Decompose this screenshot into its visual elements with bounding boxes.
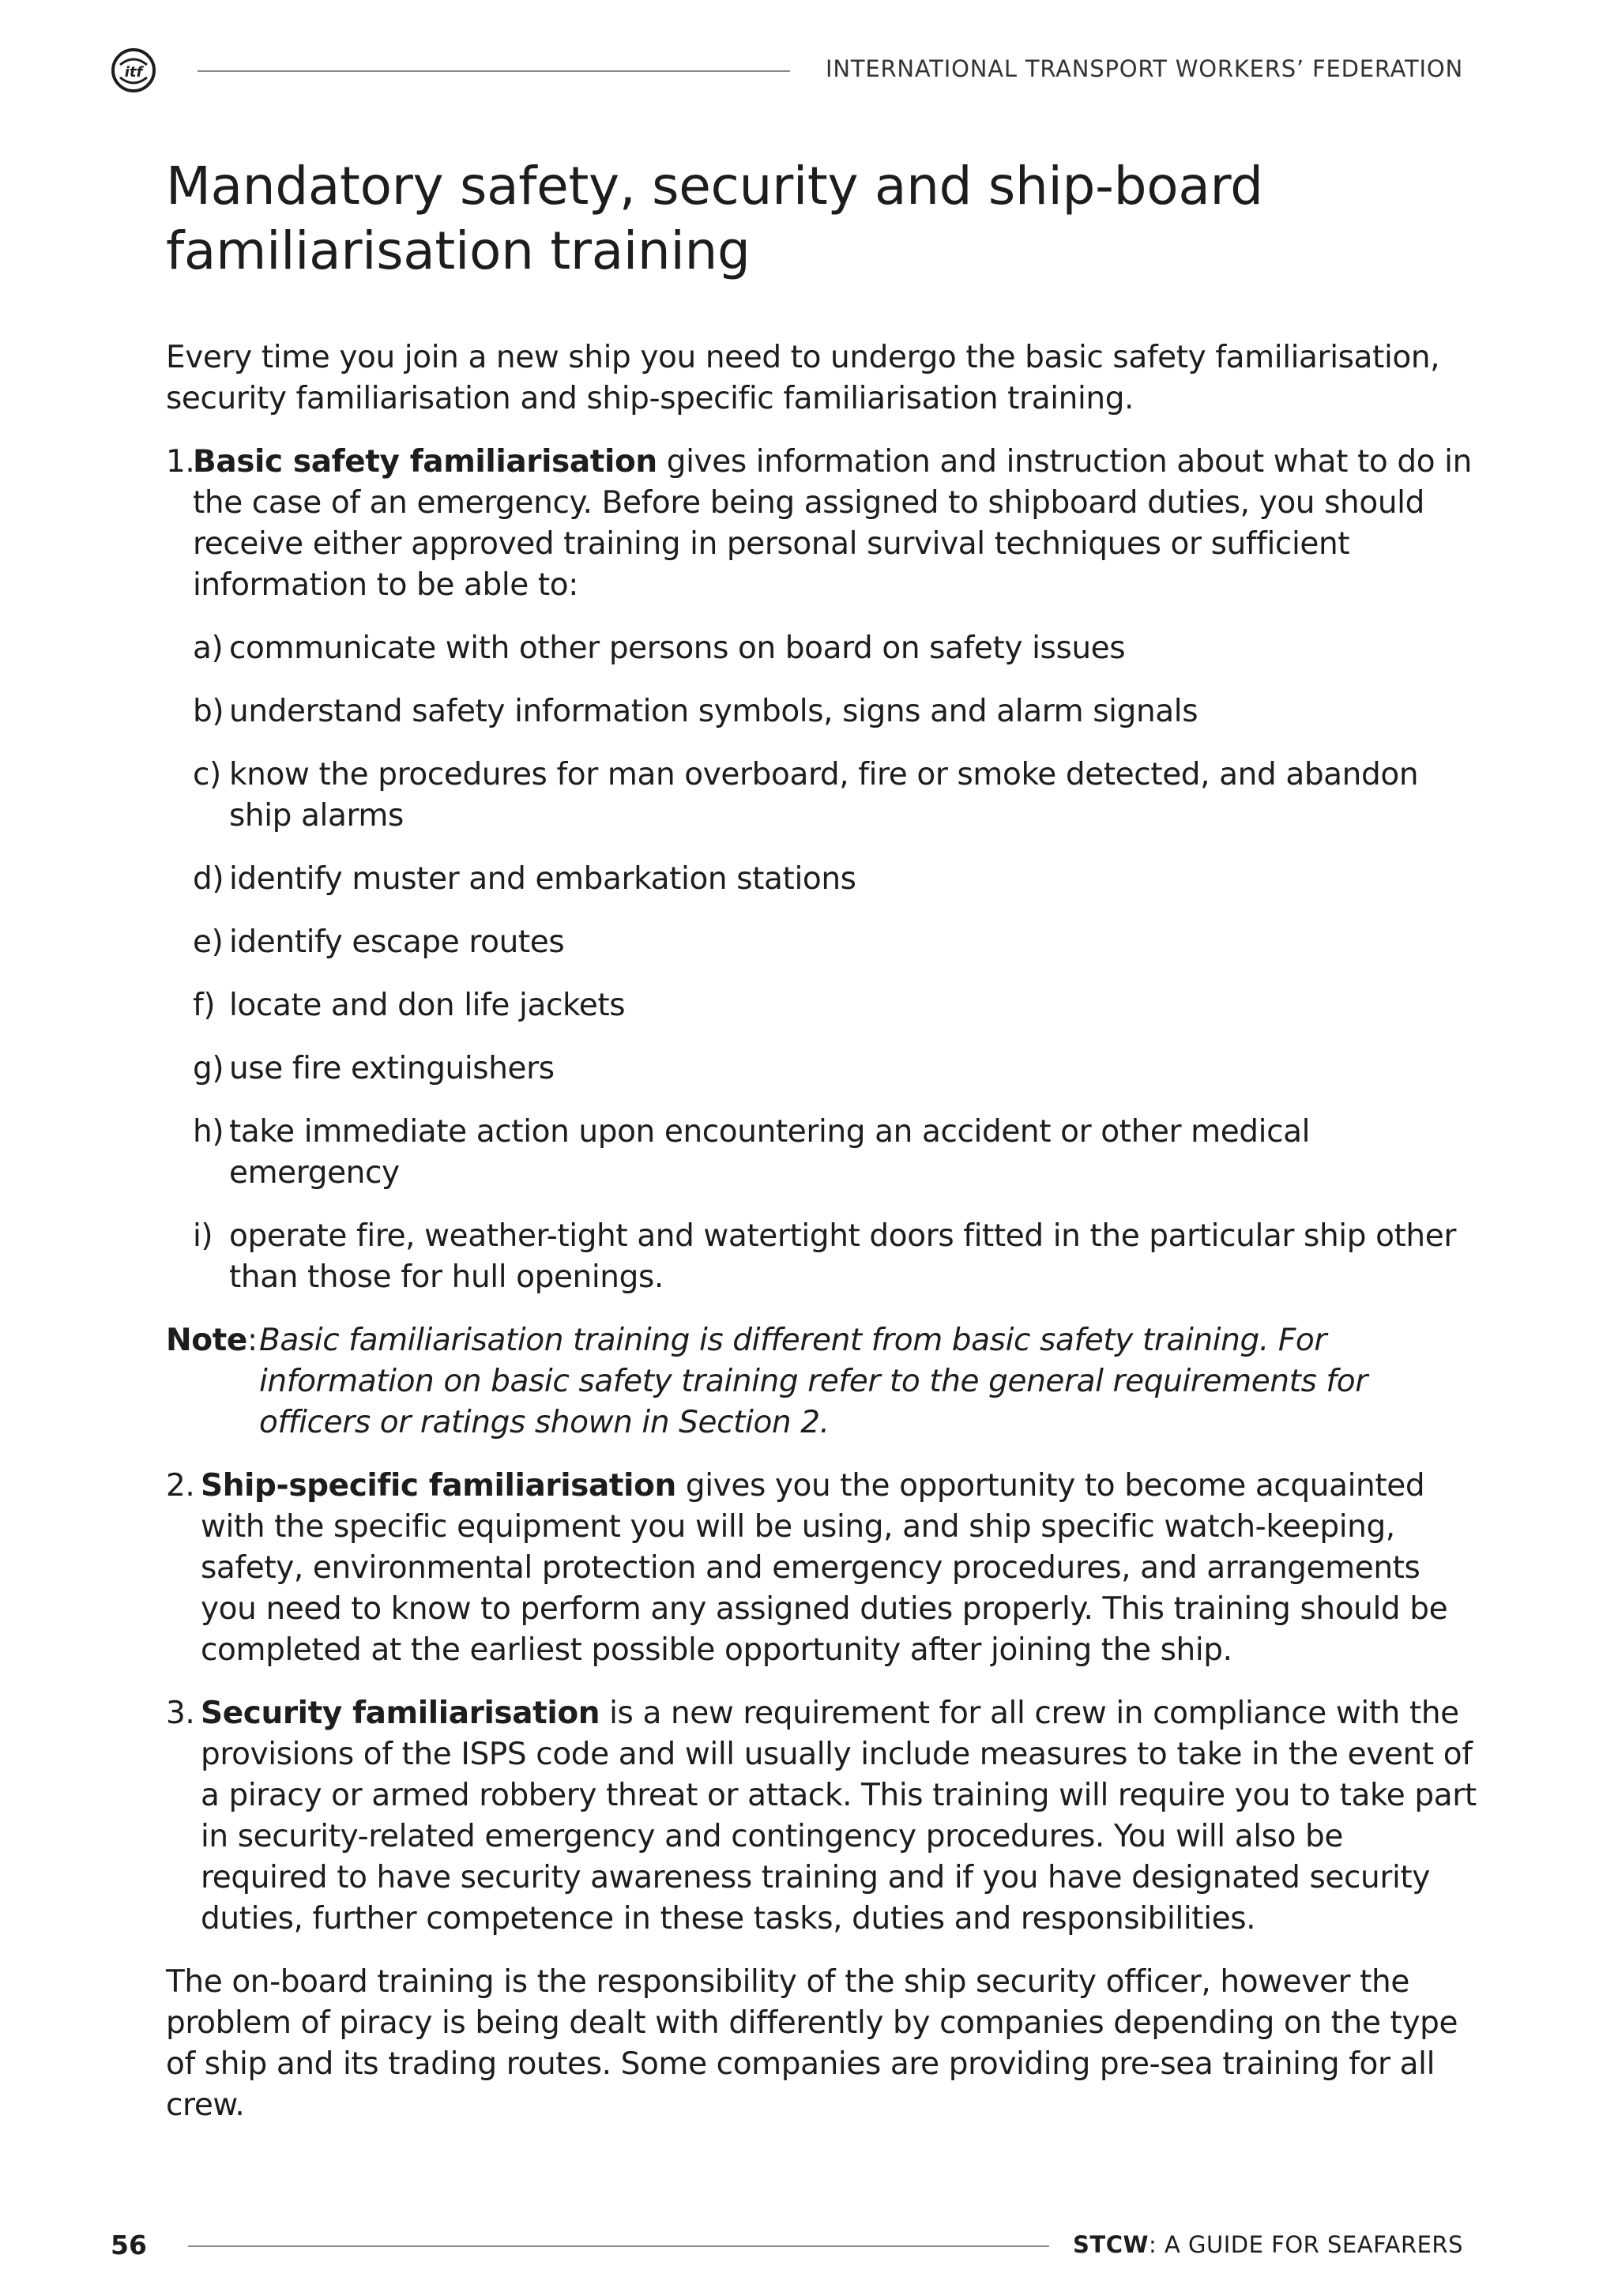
note-label-wrap — [166, 1320, 258, 1361]
list-item-text: gives information and instruction about what to do in the case of an emergency. Before being assigned to shipboard duties, you should receive either approved training in personal survival techniques or sufficient information to be able to: — [193, 444, 1472, 603]
sub-item-letter: i) — [193, 1218, 213, 1254]
sub-item-letter: g) — [193, 1051, 224, 1086]
list-item-basic-safety — [166, 442, 1477, 606]
list-item-heading: Security familiarisation — [201, 1696, 600, 1731]
header-divider — [198, 70, 790, 72]
list-item-heading: Ship-specific familiarisation — [201, 1468, 676, 1504]
list-item-heading: Basic safety familiarisation — [193, 444, 657, 480]
sub-item-letter: c) — [193, 757, 221, 792]
sub-item — [193, 1216, 1477, 1298]
body-text — [166, 337, 1477, 2126]
list-item-number: 2. — [166, 1468, 195, 1504]
page-content — [166, 154, 1477, 2126]
header-organization: INTERNATIONAL TRANSPORT WORKERS’ FEDERATION — [825, 55, 1463, 82]
logo-lettering: itf — [124, 64, 143, 81]
list-item-text: is a new requirement for all crew in compliance with the provisions of the ISPS code and will usually include measures to take in the event of a piracy or armed robbery threat or attack. This training will require you to take part in security-related emergency and contingency procedures. You will also be required to have security awareness training and if you have designated security duties, further competence in these tasks, duties and responsibilities. — [201, 1696, 1477, 1937]
list-item-text: gives you the opportunity to become acquainted with the specific equipment you will be using, and ship specific watch-keeping, safety, environmental protection and emergency procedures, and arrangements you need to know to perform any assigned duties properly. This training should be completed at the earliest possible opportunity after joining the ship. — [201, 1468, 1448, 1668]
page-number: 56 — [111, 2230, 147, 2260]
note-block — [166, 1320, 1477, 1443]
sub-item — [193, 1112, 1477, 1194]
note-text: Basic familiarisation training is different from basic safety training. For information on basic safety training refer to the general requirements for officers or ratings shown in Section 2. — [259, 1323, 1368, 1440]
page-title-line-1: Mandatory safety, security and ship-board — [166, 156, 1263, 216]
sub-item-letter: b) — [193, 694, 224, 729]
list-item-number: 3. — [166, 1696, 195, 1731]
intro-paragraph: Every time you join a new ship you need to undergo the basic safety familiarisation, security familiarisation and ship-specific familiarisation training. — [166, 340, 1440, 416]
sub-item — [193, 1048, 1477, 1090]
closing-paragraph: The on-board training is the responsibility of the ship security officer, however the problem of piracy is being dealt with differently by companies depending on the type of ship and its trading routes. Some companies are providing pre-sea training for all crew. — [166, 1964, 1458, 2123]
sub-item-text: use fire extinguishers — [229, 1051, 555, 1086]
note-label: Note — [166, 1323, 247, 1358]
sub-item — [193, 691, 1477, 732]
sub-item — [193, 755, 1477, 837]
sub-item — [193, 985, 1477, 1026]
sub-item-text: locate and don life jackets — [229, 988, 626, 1023]
footer-publication-title — [1073, 2231, 1463, 2258]
sub-item-letter: e) — [193, 924, 224, 960]
itf-logo — [111, 47, 156, 93]
footer-title-rest: : A GUIDE FOR SEAFARERS — [1148, 2231, 1463, 2258]
sub-item-letter: d) — [193, 861, 224, 897]
sub-item-text: know the procedures for man overboard, fire or smoke detected, and abandon ship alarms — [229, 757, 1419, 834]
page-title-line-2: familiarisation training — [166, 220, 751, 281]
sub-item-text: identify muster and embarkation stations — [229, 861, 856, 897]
sub-item-text: communicate with other persons on board on safety issues — [229, 630, 1126, 666]
sub-item-text: understand safety information symbols, signs and alarm signals — [229, 694, 1198, 729]
sub-item-text: operate fire, weather-tight and watertight doors fitted in the particular ship other than those for hull openings. — [229, 1218, 1456, 1295]
sub-item-letter: a) — [193, 630, 224, 666]
sub-list-survival-skills — [166, 628, 1477, 1298]
sub-item-letter: h) — [193, 1114, 224, 1150]
sub-item — [193, 922, 1477, 963]
list-item-number: 1. — [166, 444, 195, 480]
footer-title-strong: STCW — [1073, 2231, 1149, 2258]
sub-item-letter: f) — [193, 988, 216, 1023]
sub-item — [193, 859, 1477, 900]
list-item-ship-specific — [166, 1466, 1477, 1671]
sub-item-text: take immediate action upon encountering an accident or other medical emergency — [229, 1114, 1311, 1191]
note-separator: : — [246, 1323, 258, 1358]
footer-divider — [188, 2245, 1049, 2247]
list-item-security — [166, 1693, 1477, 1940]
sub-item-text: identify escape routes — [229, 924, 565, 960]
sub-item — [193, 628, 1477, 669]
page-title — [166, 154, 1477, 284]
